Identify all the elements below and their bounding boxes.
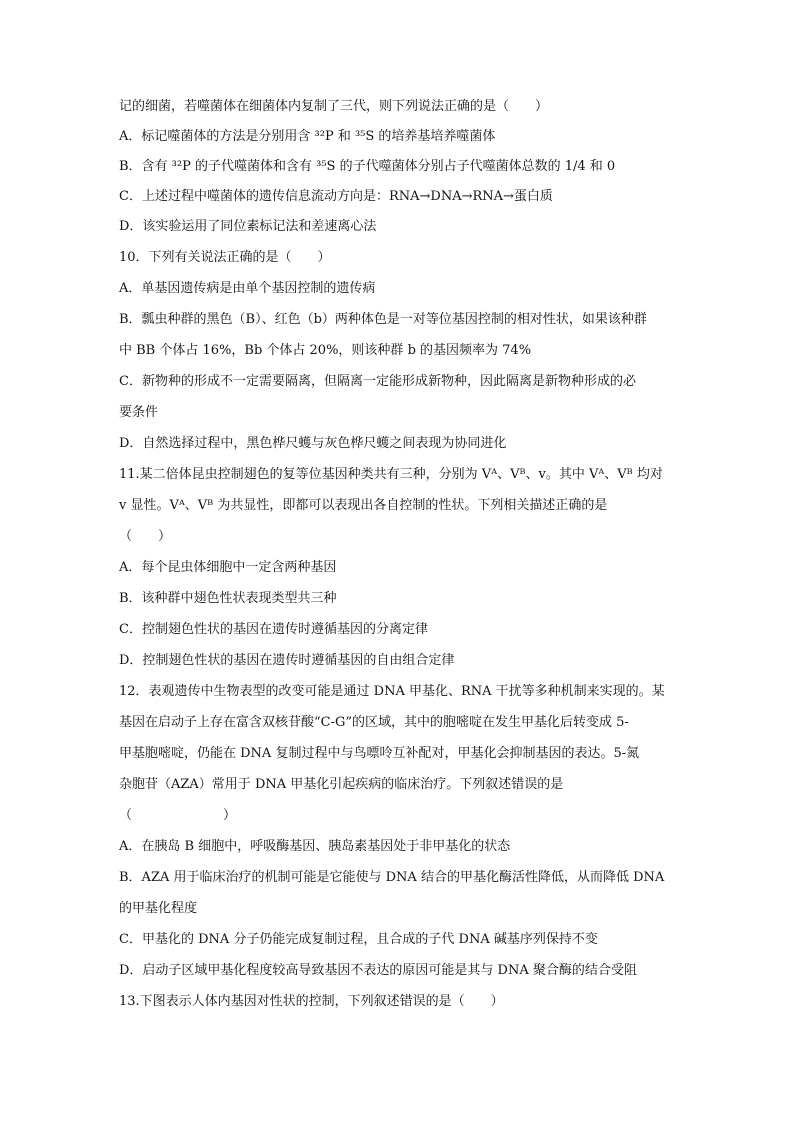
q11-stem-line1: 11.某二倍体昆虫控制翅色的复等位基因种类共有三种，分别为 Vᴬ、Vᴮ、v。其中 Vᴬ、Vᴮ 均对 xyxy=(119,467,663,482)
q11-option-d: D．控制翅色性状的基因在遗传时遵循基因的自由组合定律 xyxy=(119,653,455,668)
q10-option-a: A．单基因遗传病是由单个基因控制的遗传病 xyxy=(119,281,376,296)
q11-option-b: B．该种群中翅色性状表现类型共三种 xyxy=(119,591,337,606)
q12-stem-line3: 甲基胞嘧啶，仍能在 DNA 复制过程中与鸟嘌呤互补配对，甲基化会抑制基因的表达。5-氮 xyxy=(119,746,640,761)
q10-option-c-line1: C．新物种的形成不一定需要隔离，但隔离一定能形成新物种，因此隔离是新物种形成的必 xyxy=(119,374,636,389)
q11-option-c: C．控制翅色性状的基因在遗传时遵循基因的分离定律 xyxy=(119,622,428,637)
q10-option-b-line1: B．瓢虫种群的黑色（B）、红色（b）两种体色是一对等位基因控制的相对性状，如果该种群 xyxy=(119,312,647,327)
q12-option-d: D．启动子区域甲基化程度较高导致基因不表达的原因可能是其与 DNA 聚合酶的结合受阻 xyxy=(119,963,637,978)
q12-stem-line4: 杂胞苷（AZA）常用于 DNA 甲基化引起疾病的临床治疗。下列叙述错误的是 xyxy=(119,777,564,792)
q11-option-a: A．每个昆虫体细胞中一定含两种基因 xyxy=(119,560,337,575)
q11-stem-line2: v 显性。Vᴬ、Vᴮ 为共显性，即都可以表现出各自控制的性状。下列相关描述正确的是 xyxy=(119,498,608,513)
q12-option-a: A．在胰岛 B 细胞中，呼吸酶基因、胰岛素基因处于非甲基化的状态 xyxy=(119,839,511,854)
q12-stem-line2: 基因在启动子上存在富含双核苷酸“C-G”的区域，其中的胞嘧啶在发生甲基化后转变成 5- xyxy=(119,715,629,730)
q9-option-d: D．该实验运用了同位素标记法和差速离心法 xyxy=(119,219,377,234)
q12-option-b-line2: 的甲基化程度 xyxy=(119,901,198,916)
q12-answer-blank: （ ） xyxy=(119,808,237,823)
q13-stem: 13.下图表示人体内基因对性状的控制，下列叙述错误的是（ ） xyxy=(119,994,504,1009)
q11-answer-blank: （ ） xyxy=(119,529,172,544)
q9-option-c: C．上述过程中噬菌体的遗传信息流动方向是：RNA→DNA→RNA→蛋白质 xyxy=(119,189,553,204)
q12-option-c: C．甲基化的 DNA 分子仍能完成复制过程，且合成的子代 DNA 碱基序列保持不变 xyxy=(119,932,598,947)
q10-option-d: D．自然选择过程中，黑色桦尺蠖与灰色桦尺蠖之间表现为协同进化 xyxy=(119,436,507,451)
q12-stem-line1: 12．表观遗传中生物表型的改变可能是通过 DNA 甲基化、RNA 干扰等多种机制来实现的。某 xyxy=(119,684,665,699)
q9-stem-continuation: 记的细菌，若噬菌体在细菌体内复制了三代，则下列说法正确的是（ ） xyxy=(119,99,549,114)
q9-option-a: A．标记噬菌体的方法是分别用含 ³²P 和 ³⁵S 的培养基培养噬菌体 xyxy=(119,129,496,144)
q10-option-c-line2: 要条件 xyxy=(119,405,159,420)
q9-option-b: B．含有 ³²P 的子代噬菌体和含有 ³⁵S 的子代噬菌体分别占子代噬菌体总数的 1/4 和 0 xyxy=(119,159,616,174)
q10-stem: 10．下列有关说法正确的是（ ） xyxy=(119,250,331,265)
q10-option-b-line2: 中 BB 个体占 16%，Bb 个体占 20%，则该种群 b 的基因频率为 74% xyxy=(119,343,532,358)
q12-option-b-line1: B．AZA 用于临床治疗的机制可能是它能使与 DNA 结合的甲基化酶活性降低，从而降低 DNA xyxy=(119,870,665,885)
